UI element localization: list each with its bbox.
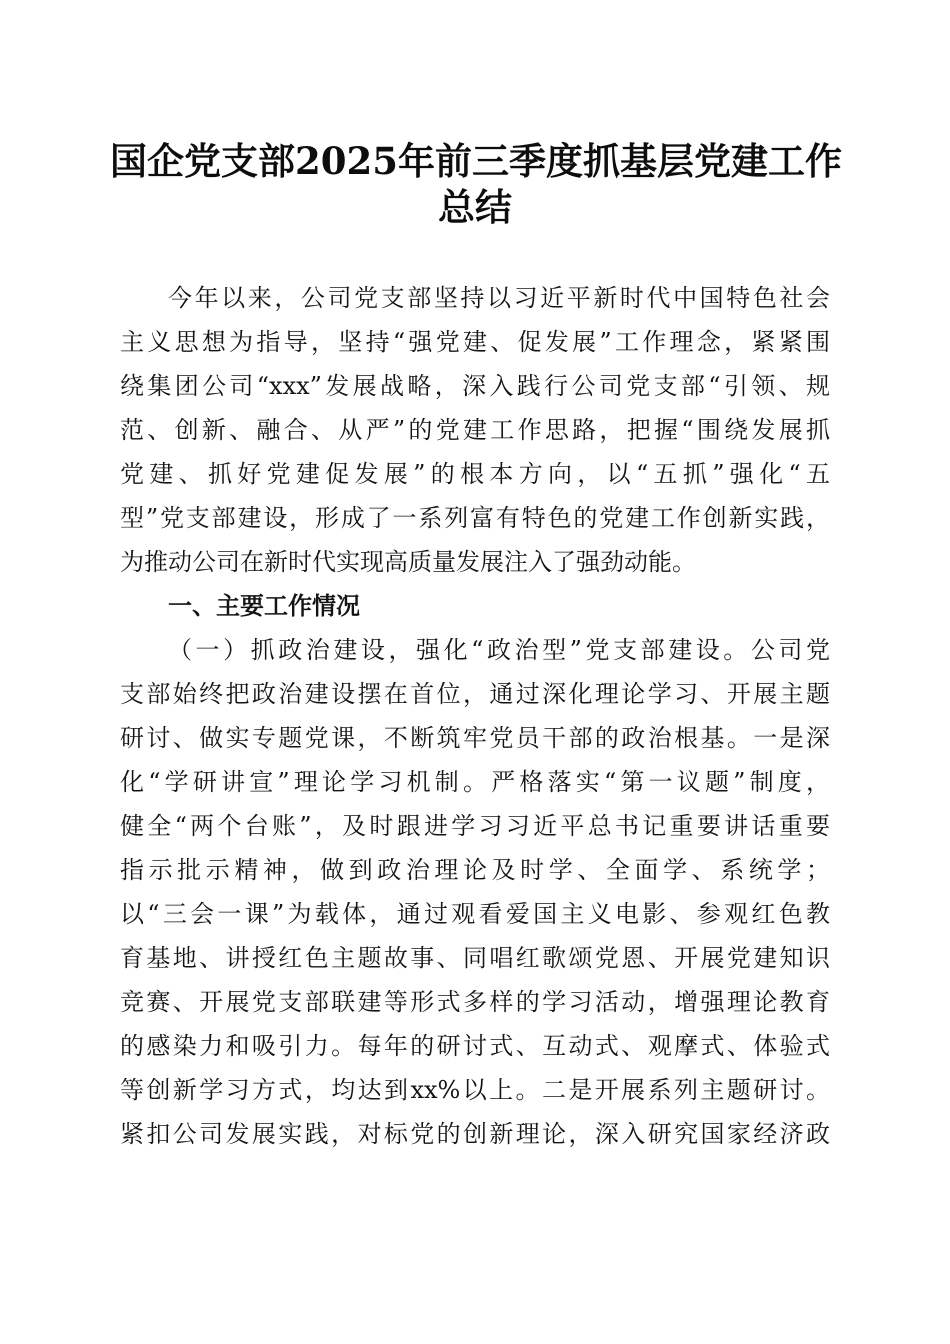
paragraph-line: 紧扣公司发展实践，对标党的创新理论，深入研究国家经济政 xyxy=(120,1120,830,1148)
paragraph-line: 以“三会一课”为载体，通过观看爱国主义电影、参观红色教 xyxy=(120,900,830,928)
paragraph-line: 型”党支部建设，形成了一系列富有特色的党建工作创新实践， xyxy=(120,504,830,532)
paragraph-line: 化“学研讲宣”理论学习机制。严格落实“第一议题”制度， xyxy=(120,768,830,796)
paragraph-line: 党建、抓好党建促发展”的根本方向，以“五抓”强化“五 xyxy=(120,460,830,488)
paragraph-line: 指示批示精神，做到政治理论及时学、全面学、系统学； xyxy=(120,856,830,884)
paragraph-line: 今年以来，公司党支部坚持以习近平新时代中国特色社会 xyxy=(168,284,830,312)
paragraph-line: 育基地、讲授红色主题故事、同唱红歌颂党恩、开展党建知识 xyxy=(120,944,830,972)
paragraph-line: 竞赛、开展党支部联建等形式多样的学习活动，增强理论教育 xyxy=(120,988,830,1016)
paragraph-line: 为推动公司在新时代实现高质量发展注入了强劲动能。 xyxy=(120,548,696,576)
paragraph-line: 的感染力和吸引力。每年的研讨式、互动式、观摩式、体验式 xyxy=(120,1032,830,1060)
paragraph-line: 绕集团公司“xxx”发展战略，深入践行公司党支部“引领、规 xyxy=(120,372,830,400)
document-title-line-1: 国企党支部2025年前三季度抓基层党建工作 xyxy=(110,139,842,183)
paragraph-line: 研讨、做实专题党课，不断筑牢党员干部的政治根基。一是深 xyxy=(120,724,830,752)
section-heading: 一、主要工作情况 xyxy=(168,591,360,620)
document-title-line-2: 总结 xyxy=(438,185,512,229)
paragraph-line: （一）抓政治建设，强化“政治型”党支部建设。公司党 xyxy=(168,636,830,664)
paragraph-line: 主义思想为指导，坚持“强党建、促发展”工作理念，紧紧围 xyxy=(120,328,830,356)
paragraph-line: 支部始终把政治建设摆在首位，通过深化理论学习、开展主题 xyxy=(120,680,830,708)
paragraph-line: 范、创新、融合、从严”的党建工作思路，把握“围绕发展抓 xyxy=(120,416,830,444)
paragraph-line: 等创新学习方式，均达到xx%以上。二是开展系列主题研讨。 xyxy=(120,1076,830,1104)
paragraph-line: 健全“两个台账”，及时跟进学习习近平总书记重要讲话重要 xyxy=(120,812,830,840)
